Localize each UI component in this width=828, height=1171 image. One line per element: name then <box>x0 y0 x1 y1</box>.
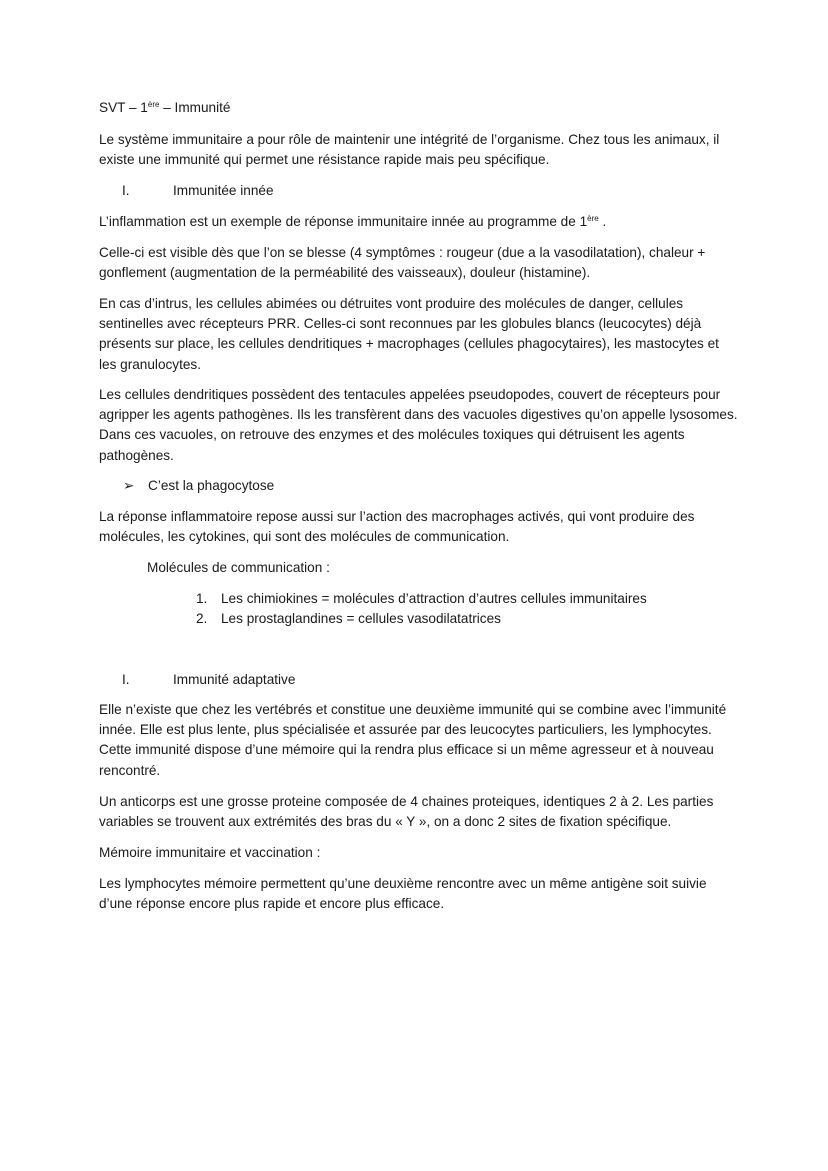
paragraph-antibody: Un anticorps est une grosse proteine composée de 4 chaines proteiques, identiques 2 à 2. Les parties variables se trouvent aux extrémités des bras du « Y », on a donc 2 sites de fixation spécifique. <box>99 794 714 830</box>
section-numeral: I. <box>122 672 130 687</box>
paragraph-adaptive-immunity: Elle n’existe que chez les vertébrés et constitue une deuxième immunité qui se combine avec l’immunité innée. Elle est plus lente, plus spécialisée et assurée par des leucocytes particuliers, les lymphocytes. Cette immunité dispose d’une mémoire qui la rendra plus efficace si un même agresseur et à nouveau rencontré. <box>99 702 727 778</box>
arrow-bullet-icon: ➢ <box>123 478 135 493</box>
paragraph-inflammatory-response: La réponse inflammatoire repose aussi sur l’action des macrophages activés, qui vont produire des molécules, les cytokines, qui sont des molécules de communication. <box>99 509 695 545</box>
title-superscript: ère <box>147 100 160 109</box>
paragraph-danger-molecules: En cas d’intrus, les cellules abimées ou détruites vont produire des molécules de danger, cellules sentinelles avec récepteurs PRR. Celles-ci sont reconnues par les globules blancs (leucocytes) déjà présents sur place, les cellules dendritiques + macrophages (cellules phagocytaires), les mastocytes et les granulocytes. <box>99 296 719 372</box>
communication-label: Molécules de communication : <box>147 560 330 575</box>
paragraph-dendritic-cells: Les cellules dendritiques possèdent des tentacules appelées pseudopodes, couvert de récepteurs pour agripper les agents pathogènes. Ils les transfèrent dans des vacuoles digestives qu’on appelle lysosomes. Dans ces vacuoles, on retrouve des enzymes et des molécules toxiques qui détruisent les agents pathogènes. <box>99 387 738 463</box>
title-text: SVT – 1 <box>99 100 148 115</box>
intro-paragraph: Le système immunitaire a pour rôle de maintenir une intégrité de l’organisme. Chez tous les animaux, il existe une immunité qui permet une résistance rapide mais peu spécifique. <box>99 132 720 168</box>
paragraph-memory-heading: Mémoire immunitaire et vaccination : <box>99 845 321 860</box>
page-title <box>99 98 739 118</box>
paragraph-inflammation: L’inflammation est un exemple de réponse immunitaire innée au programme de 1ère . <box>99 214 607 229</box>
list-item: 2. Les prostaglandines = cellules vasodilatatrices <box>196 611 501 626</box>
section-heading-adaptive <box>122 670 722 690</box>
section-numeral: I. <box>122 183 130 198</box>
section-title: Immunitée innée <box>173 183 274 198</box>
bullet-phagocytosis <box>99 476 739 496</box>
superscript: ère <box>587 214 599 223</box>
list-item: 1. Les chimiokines = molécules d’attraction d’autres cellules immunitaires <box>196 591 647 606</box>
section-title: Immunité adaptative <box>173 672 296 687</box>
paragraph-memory-lymphocytes: Les lymphocytes mémoire permettent qu’une deuxième rencontre avec un même antigène soit suivie d’une réponse encore plus rapide et encore plus efficace. <box>99 876 707 912</box>
title-text-end: – Immunité <box>159 100 231 115</box>
bullet-text: C’est la phagocytose <box>148 478 275 493</box>
section-heading-innate <box>122 181 722 201</box>
paragraph-symptoms: Celle-ci est visible dès que l’on se blesse (4 symptômes : rougeur (due a la vasodilatation), chaleur + gonflement (augmentation de la perméabilité des vaisseaux), douleur (histamine). <box>99 245 706 281</box>
